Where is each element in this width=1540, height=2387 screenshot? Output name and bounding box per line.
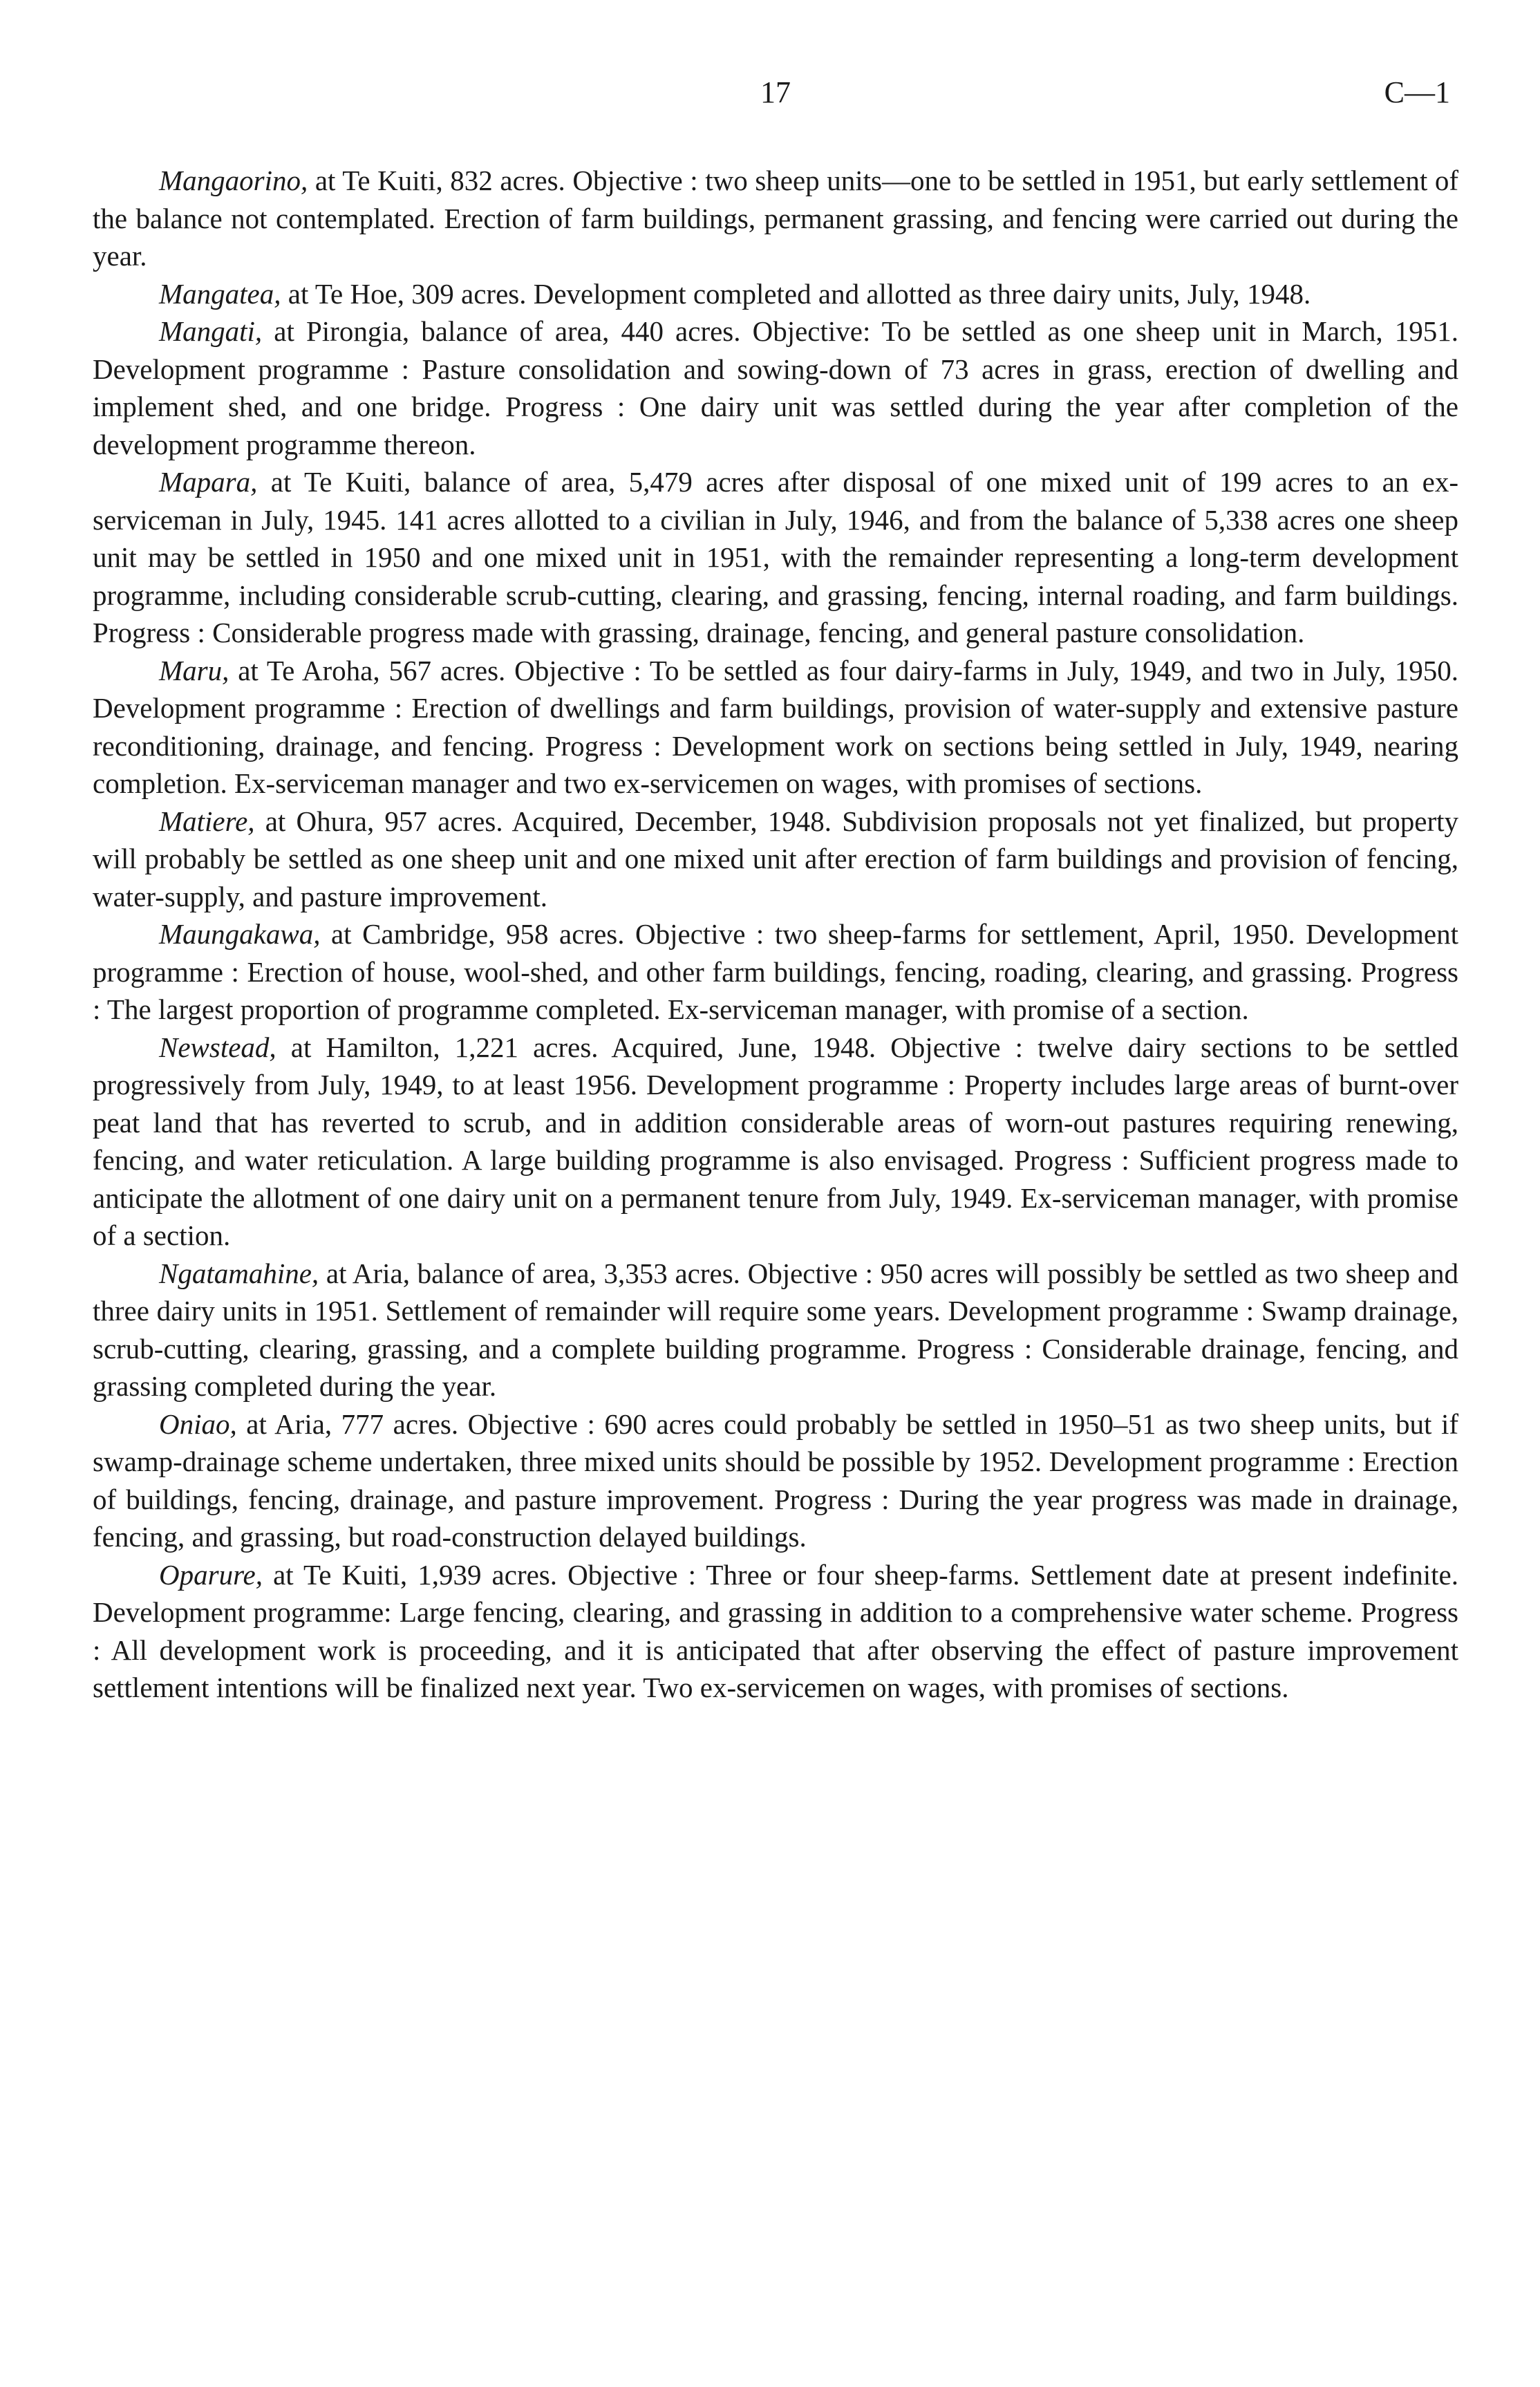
entry-text: at Te Kuiti, 832 acres. Objective : two sheep units—one to be settled in 1951, but early settlement of the balance not contemplated. Erection of farm buildings, permanent grassing, and fencing were carried out during the year.: [93, 165, 1458, 272]
entry-text: at Te Aroha, 567 acres. Objective : To be settled as four dairy-farms in July, 1949, and two in July, 1950. Development programme : Erection of dwellings and farm buildings, provision of water-supply and extensive pasture reconditioning, drainage, and fencing. Progress : Development work on sections being settled in July, 1949, nearing completion. Ex-serviceman manager and two ex-servicemen on wages, with promises of sections.: [93, 654, 1458, 799]
page-number: 17: [760, 75, 791, 109]
entry-ngatamahine: [93, 1255, 1458, 1405]
property-name: Ngatamahine,: [159, 1257, 319, 1289]
property-name: Oparure,: [159, 1558, 263, 1591]
entry-mangati: [93, 312, 1458, 463]
entry-text: at Te Hoe, 309 acres. Development completed and allotted as three dairy units, July, 1948.: [281, 277, 1311, 310]
entry-text: at Hamilton, 1,221 acres. Acquired, June, 1948. Objective : twelve dairy sections to be settled progressively from July, 1949, to at least 1956. Development programme : Property includes large areas of burnt-over peat land that has reverted to scrub, and in addition considerable areas of worn-out pastures requiring renewing, fencing, and water reticulation. A large building programme is also envisaged. Progress : Sufficient progress made to anticipate the allotment of one dairy unit on a permanent tenure from July, 1949. Ex-serviceman manager, with promise of a section.: [93, 1031, 1458, 1251]
property-name: Mangatea,: [159, 277, 281, 310]
entry-matiere: [93, 803, 1458, 916]
document-body: [93, 162, 1458, 1707]
entry-newstead: [93, 1029, 1458, 1255]
entry-oparure: [93, 1556, 1458, 1707]
page-header: [93, 75, 1458, 123]
entry-maungakawa: [93, 915, 1458, 1029]
entry-text: at Pirongia, balance of area, 440 acres. Objective: To be settled as one sheep unit in March, 1951. Development programme : Pasture consolidation and sowing-down of 73 acres in grass, erection of dwelling and implement shed, and one bridge. Progress : One dairy unit was settled during the year after completion of the development programme thereon.: [93, 315, 1458, 460]
property-name: Oniao,: [159, 1407, 237, 1440]
document-reference: C—1: [1384, 75, 1450, 109]
entry-text: at Ohura, 957 acres. Acquired, December, 1948. Subdivision proposals not yet finalized, but property will probably be settled as one sheep unit and one mixed unit after erection of farm buildings and provision of fencing, water-supply, and pasture improvement.: [93, 805, 1458, 912]
entry-text: at Cambridge, 958 acres. Objective : two sheep-farms for settlement, April, 1950. Development programme : Erection of house, wool-shed, and other farm buildings, fencing, roading, clearing, and grassing. Progress : The largest proportion of programme completed. Ex-serviceman manager, with promise of a section.: [93, 918, 1458, 1025]
property-name: Matiere,: [159, 805, 255, 837]
entry-text: at Te Kuiti, balance of area, 5,479 acres after disposal of one mixed unit of 199 acres to an ex-serviceman in July, 1945. 141 acres allotted to a civilian in July, 1946, and from the balance of 5,338 acres one sheep unit may be settled in 1950 and one mixed unit in 1951, with the remainder representing a long-term development programme, including considerable scrub-cutting, clearing, and grassing, fencing, internal roading, and farm buildings. Progress : Considerable progress made with grassing, drainage, fencing, and general pasture consolidation.: [93, 466, 1458, 648]
entry-mangaorino: [93, 162, 1458, 275]
entry-oniao: [93, 1405, 1458, 1556]
property-name: Maungakawa,: [159, 918, 321, 950]
entry-text: at Aria, 777 acres. Objective : 690 acres could probably be settled in 1950–51 as two sheep units, but if swamp-drainage scheme undertaken, three mixed units should be possible by 1952. Development programme : Erection of buildings, fencing, drainage, and pasture improvement. Progress : During the year progress was made in drainage, fencing, and grassing, but road-construction delayed buildings.: [93, 1407, 1458, 1553]
property-name: Mapara,: [159, 466, 258, 498]
entry-mangatea: [93, 275, 1458, 313]
property-name: Mangati,: [159, 315, 263, 347]
property-name: Newstead,: [159, 1031, 276, 1063]
property-name: Maru,: [159, 654, 229, 686]
entry-mapara: [93, 463, 1458, 652]
entry-text: at Aria, balance of area, 3,353 acres. Objective : 950 acres will possibly be settled as two sheep and three dairy units in 1951. Settlement of remainder will require some years. Development programme : Swamp drainage, scrub-cutting, clearing, grassing, and a complete building programme. Progress : Considerable drainage, fencing, and grassing completed during the year.: [93, 1257, 1458, 1402]
property-name: Mangaorino,: [159, 165, 308, 196]
entry-maru: [93, 652, 1458, 803]
entry-text: at Te Kuiti, 1,939 acres. Objective : Three or four sheep-farms. Settlement date at present indefinite. Development programme: Large fencing, clearing, and grassing in addition to a comprehensive water scheme. Progress : All development work is proceeding, and it is anticipated that after observing the effect of pasture improvement settlement intentions will be finalized next year. Two ex-servicemen on wages, with promises of sections.: [93, 1558, 1458, 1703]
